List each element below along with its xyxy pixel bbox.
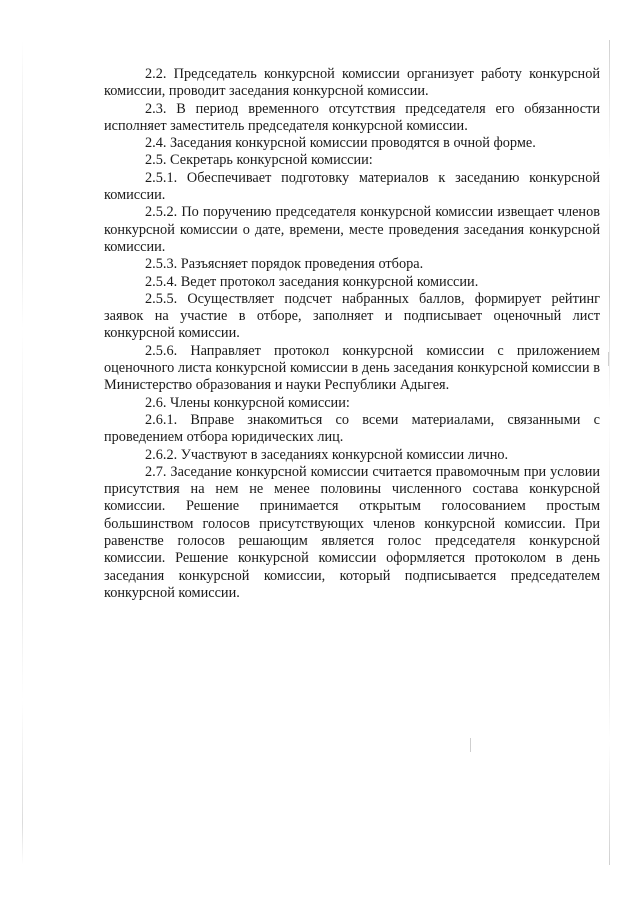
paragraph-2-5-2: 2.5.2. По поручению председателя конкурсной комиссии извещает членов конкурсной комиссии о дате, времени, месте проведения заседания конкурсной комиссии.	[104, 204, 600, 255]
paragraph-2-6-2: 2.6.2. Участвуют в заседаниях конкурсной комиссии лично.	[145, 446, 509, 463]
paragraph-2-5-4: 2.5.4. Ведет протокол заседания конкурсной комиссии.	[145, 273, 479, 290]
scan-speck	[608, 352, 609, 366]
paragraph-2-5: 2.5. Секретарь конкурсной комиссии:	[145, 152, 373, 169]
paragraph-2-5-5: 2.5.5. Осуществляет подсчет набранных баллов, формирует рейтинг заявок на участие в отборе, заполняет и подписывает оценочный лист конкурсной комиссии.	[104, 290, 600, 342]
paragraph-2-5-6: 2.5.6. Направляет протокол конкурсной комиссии с приложением оценочного листа конкурсной комиссии в день заседания конкурсной комиссии в Министерство образования и науки Республики Адыгея.	[104, 342, 600, 394]
paragraph-2-2: 2.2. Председатель конкурсной комиссии организует работу конкурсной комиссии, проводит заседания конкурсной комиссии.	[104, 66, 600, 100]
paragraph-2-4: 2.4. Заседания конкурсной комиссии проводятся в очной форме.	[145, 135, 536, 152]
paragraph-2-6: 2.6. Члены конкурсной комиссии:	[145, 394, 350, 411]
paragraph-2-5-3: 2.5.3. Разъясняет порядок проведения отбора.	[145, 256, 424, 273]
paragraph-2-6-1: 2.6.1. Вправе знакомиться со всеми материалами, связанными с проведением отбора юридических лиц.	[104, 411, 600, 446]
document-body	[104, 66, 600, 602]
paragraph-2-5-1: 2.5.1. Обеспечивает подготовку материалов к заседанию конкурсной комиссии.	[104, 169, 600, 204]
scan-edge-left	[22, 40, 23, 865]
paragraph-2-3: 2.3. В период временного отсутствия председателя его обязанности исполняет заместитель председателя конкурсной комиссии.	[104, 100, 600, 134]
scan-speck	[470, 738, 471, 752]
scan-edge-right	[609, 40, 610, 865]
paragraph-2-7: 2.7. Заседание конкурсной комиссии считается правомочным при условии присутствия на нем не менее половины численного состава конкурсной комиссии. Решение принимается открытым голосованием простым большинством голосов присутствующих членов конкурсной комиссии. При равенстве голосов решающим является голос председателя конкурсной комиссии. Решение конкурсной комиссии оформляется протоколом в день заседания конкурсной комиссии, который подписывается председателем конкурсной комиссии.	[104, 463, 600, 601]
